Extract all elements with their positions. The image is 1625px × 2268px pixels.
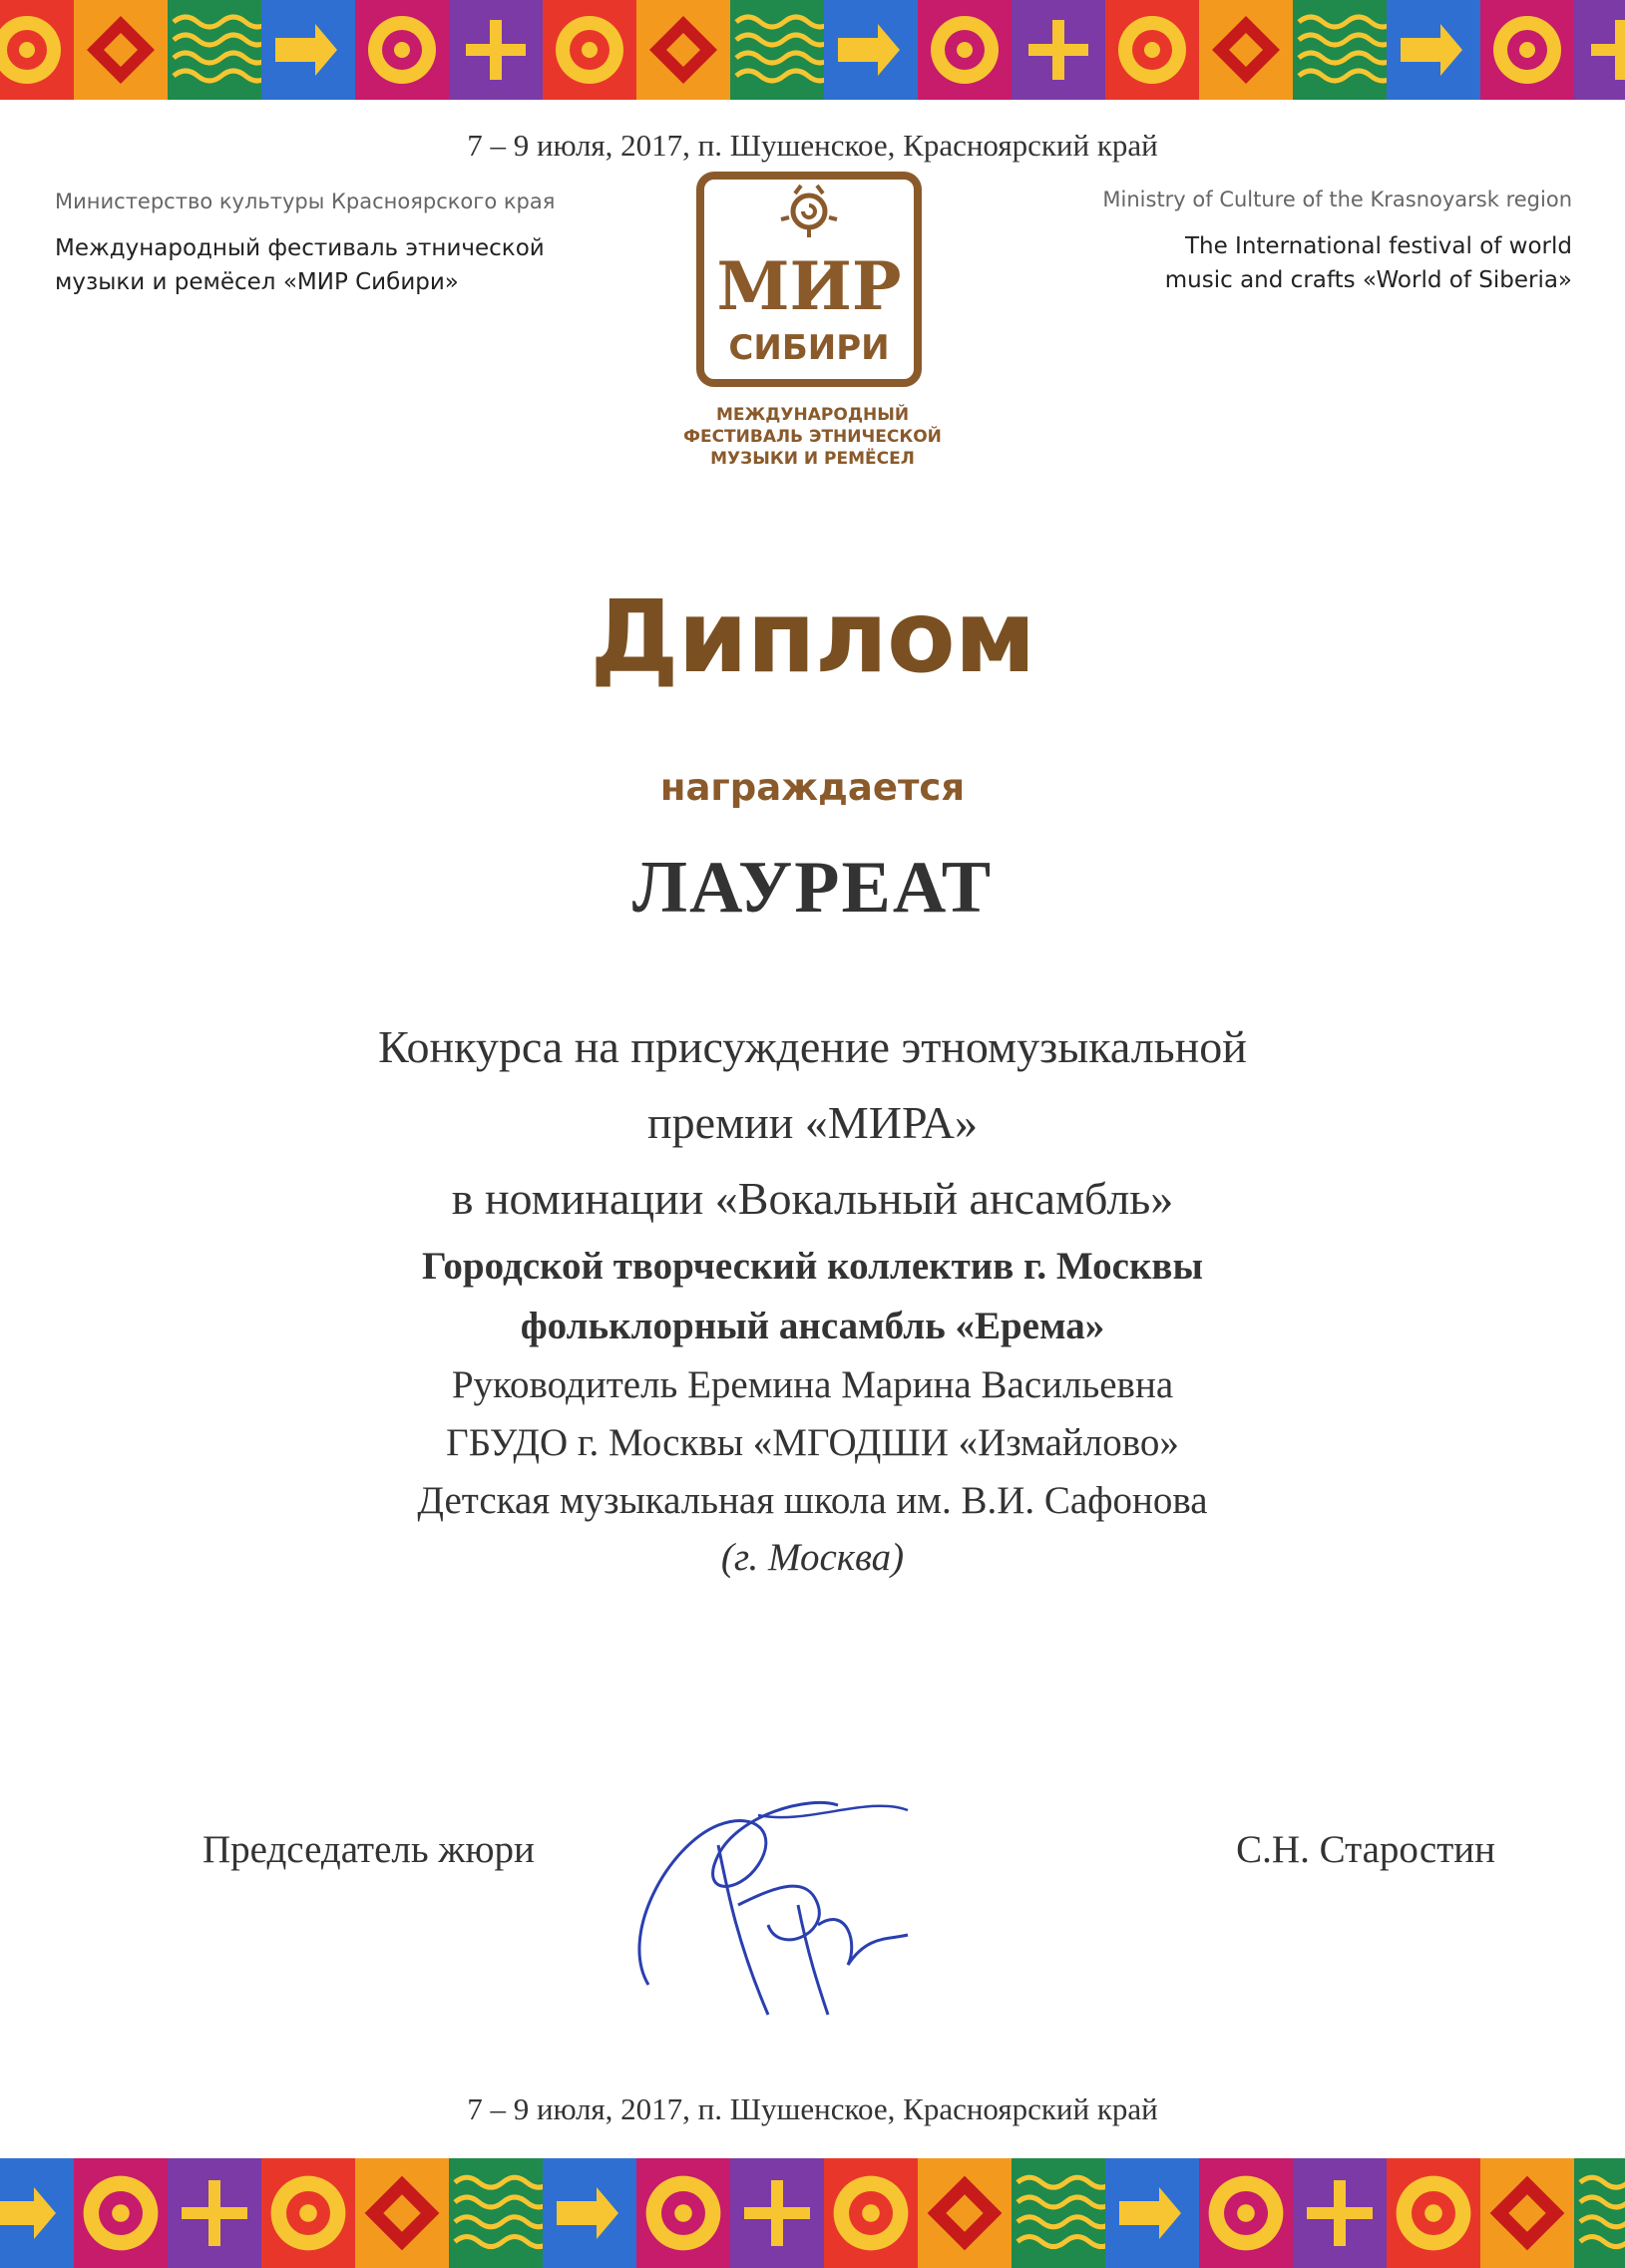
ornament-tile — [543, 2158, 636, 2268]
ornament-tile — [1105, 2158, 1199, 2268]
ornament-tile — [1293, 0, 1395, 100]
ornament-tile — [1574, 0, 1625, 100]
ornament-tile — [1012, 0, 1105, 100]
ornament-tile — [1199, 2158, 1293, 2268]
right-festival-line1: The International festival of world — [1184, 233, 1572, 259]
ornament-tile — [824, 2158, 918, 2268]
body-line-nomination: в номинации «Вокальный ансамбль» — [451, 1173, 1174, 1224]
ornament-tile — [449, 0, 543, 100]
body-line-collective: Городской творческий коллектив г. Москвы — [422, 1245, 1203, 1288]
jury-chair-label: Председатель жюри — [203, 1828, 535, 1871]
footer-date-location: 7 – 9 июля, 2017, п. Шушенское, Красноярский край — [467, 2091, 1158, 2126]
body-line-institution: ГБУДО г. Москвы «МГОДШИ «Измайлово» — [446, 1421, 1179, 1464]
body-line-city: (г. Москва) — [720, 1536, 905, 1579]
ornament-tile — [168, 2158, 261, 2268]
body-line-prize: премии «МИРА» — [647, 1097, 978, 1148]
awarded-label: награждается — [659, 766, 966, 809]
body-line-leader: Руководитель Еремина Марина Васильевна — [451, 1363, 1174, 1406]
top-ornament-border — [0, 0, 1625, 100]
left-ministry: Министерство культуры Красноярского края — [55, 189, 556, 213]
ornament-tile — [1574, 2158, 1625, 2268]
right-ministry: Ministry of Culture of the Krasnoyarsk region — [1102, 188, 1572, 211]
ornament-tile — [636, 2158, 730, 2268]
logo-word-mir: МИР — [716, 247, 902, 325]
ornament-tile — [1480, 2158, 1574, 2268]
body-line-contest: Конкурса на присуждение этномузыкальной — [378, 1021, 1247, 1072]
ornament-tile — [261, 2158, 355, 2268]
ornament-tile — [0, 0, 74, 100]
ornament-tile — [261, 0, 355, 100]
ornament-tile — [168, 0, 269, 100]
handwritten-signature — [609, 1755, 928, 2035]
left-header-block — [55, 189, 574, 299]
ornament-tile — [1012, 2158, 1113, 2268]
ornament-tile — [74, 2158, 168, 2268]
mir-sibiri-logo — [694, 170, 924, 389]
ornament-tile — [74, 0, 168, 100]
ornament-tile — [449, 2158, 551, 2268]
logo-word-sibiri: СИБИРИ — [728, 328, 890, 368]
spiral-emblem-icon — [781, 186, 837, 237]
ornament-tile — [730, 2158, 824, 2268]
diploma-title: Диплом — [590, 578, 1035, 695]
logo-caption-line2: ФЕСТИВАЛЬ ЭТНИЧЕСКОЙ — [683, 427, 942, 447]
laureate-rank: ЛАУРЕАТ — [631, 847, 994, 929]
bottom-ornament-border — [0, 2158, 1625, 2268]
ornament-tile — [824, 0, 918, 100]
ornament-tile — [1293, 2158, 1387, 2268]
ornament-tile — [543, 0, 636, 100]
logo-caption — [618, 404, 1007, 470]
right-festival-line2: music and crafts «World of Siberia» — [1164, 267, 1572, 293]
jury-chair-name: С.Н. Старостин — [1236, 1828, 1495, 1871]
logo-caption-line3: МУЗЫКИ И РЕМЁСЕЛ — [710, 449, 915, 469]
diploma-body — [0, 1009, 1625, 1586]
ornament-tile — [355, 2158, 449, 2268]
body-line-ensemble: фольклорный ансамбль «Ерема» — [520, 1305, 1105, 1347]
right-header-block — [1014, 188, 1572, 297]
ornament-tile — [1199, 0, 1293, 100]
ornament-tile — [1105, 0, 1199, 100]
body-line-school: Детская музыкальная школа им. В.И. Сафонова — [417, 1479, 1208, 1522]
header-date-location: 7 – 9 июля, 2017, п. Шушенское, Красноярский край — [467, 128, 1158, 163]
ornament-tile — [1480, 0, 1574, 100]
ornament-tile — [636, 0, 730, 100]
ornament-tile — [918, 0, 1012, 100]
left-festival-line1: Международный фестиваль этнической — [55, 235, 545, 261]
ornament-tile — [1387, 2158, 1480, 2268]
ornament-tile — [1387, 0, 1480, 100]
ornament-tile — [918, 2158, 1012, 2268]
left-festival-line2: музыки и ремёсел «МИР Сибири» — [55, 269, 459, 295]
ornament-tile — [355, 0, 449, 100]
ornament-tile — [730, 0, 832, 100]
ornament-tile — [0, 2158, 74, 2268]
logo-caption-line1: МЕЖДУНАРОДНЫЙ — [715, 405, 910, 425]
